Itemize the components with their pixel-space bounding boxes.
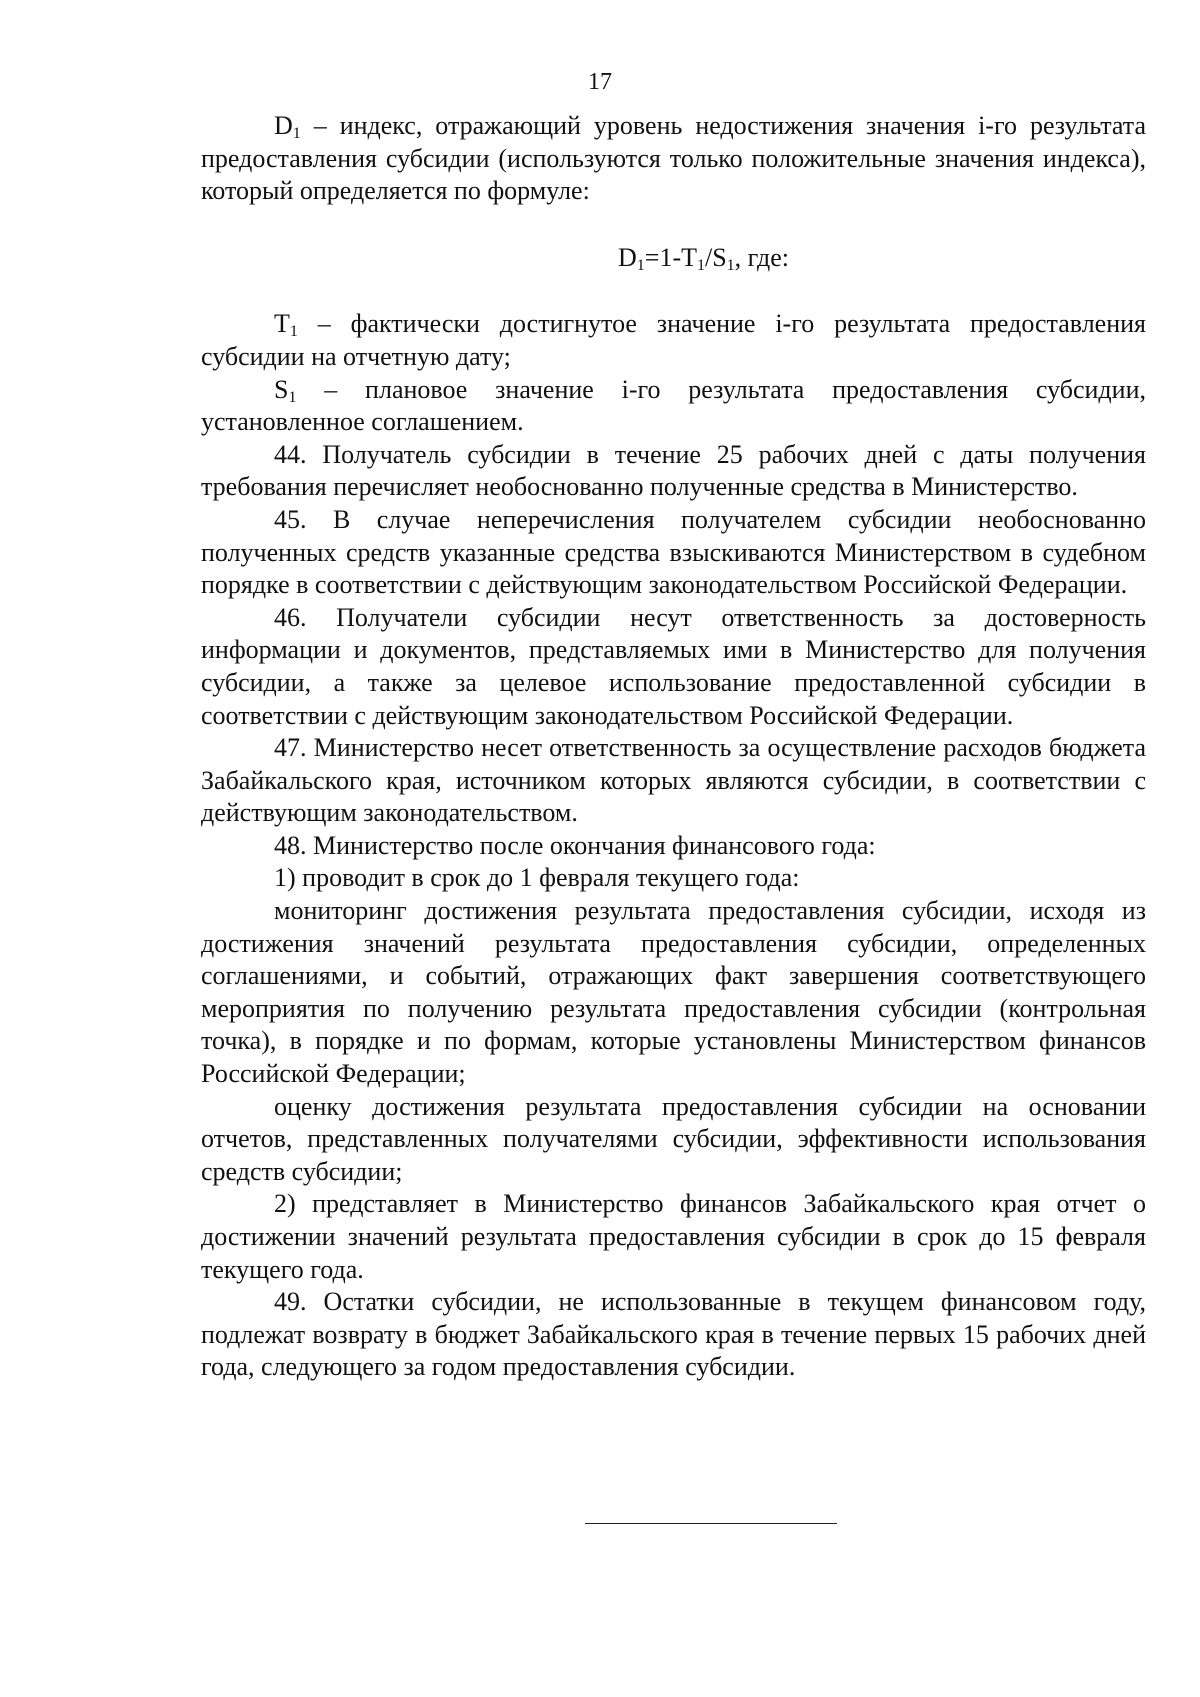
formula-s-subscript: 1 — [726, 256, 735, 274]
definition-s-text: – плановое значение i-го результата предоставления субсидии, установленное соглашением. — [201, 374, 1146, 437]
symbol-t-subscript: 1 — [289, 323, 298, 341]
symbol-d: D — [274, 111, 293, 140]
definition-t-text: – фактически достигнутое значение i-го результата предоставления субсидии на отчетную дату; — [201, 309, 1146, 371]
formula — [201, 208, 1146, 309]
formula-tail: , где: — [734, 242, 790, 272]
paragraph-49: 49. Остатки субсидии, не использованные в текущем финансовом году, подлежат возврату в бюджет Забайкальского края в течение первых 15 рабочих дней года, следующего за годом предоставления субсидии. — [201, 1287, 1146, 1382]
definition-d — [201, 110, 1146, 208]
paragraph-45: 45. В случае неперечисления получателем субсидии необоснованно полученных средств указанные средства взыскиваются Министерством в судебном порядке в соответствии с действующим законодательством Российской Федерации. — [201, 504, 1146, 600]
formula-divide-part: /S — [704, 242, 727, 272]
paragraph-48-item-1: 1) проводит в срок до 1 февраля текущего года: — [274, 863, 800, 893]
paragraph-48-evaluation: оценку достижения результата предоставления субсидии на основании отчетов, представленных получателями субсидии, эффективности использования средств субсидии; — [201, 1091, 1146, 1186]
definition-d-text: – индекс, отражающий уровень недостижения значения i-го результата предоставления субсидии (используются только положительные значения индекса), который определяется по формуле: — [201, 111, 1146, 206]
end-of-document-rule — [585, 1523, 837, 1524]
formula-t-subscript: 1 — [696, 256, 705, 274]
symbol-s-subscript: 1 — [288, 388, 297, 406]
symbol-t: T — [274, 309, 290, 339]
page-number: 17 — [588, 69, 612, 95]
definition-t — [201, 308, 1146, 373]
paragraph-46: 46. Получатели субсидии несут ответственность за достоверность информации и документов, представляемых ими в Министерство для получения субсидии, а также за целевое использование предоставленной субсидии в соответствии с действующим законодательством Российской Федерации. — [201, 602, 1146, 730]
paragraph-48: 48. Министерство после окончания финансового года: — [274, 830, 876, 860]
definition-s — [201, 374, 1146, 439]
paragraph-48-item-2: 2) представляет в Министерство финансов Забайкальского края отчет о достижении значений результата предоставления субсидии в срок до 15 февраля текущего года. — [201, 1189, 1146, 1284]
paragraph-47: 47. Министерство несет ответственность за осуществление расходов бюджета Забайкальского края, источником которых являются субсидии, в соответствии с действующим законодательством. — [201, 733, 1146, 828]
formula-d-subscript: 1 — [636, 256, 645, 274]
document-body — [201, 110, 1146, 1384]
paragraph-48-monitoring: мониторинг достижения результата предоставления субсидии, исходя из достижения значений результата предоставления субсидии, определенных соглашениями, и событий, отражающих факт завершения соответствующего мероприятия по получению результата предоставления субсидии (контрольная точка), в порядке и по формам, которые установлены Министерством финансов Российской Федерации; — [201, 896, 1146, 1089]
formula-d: D — [618, 242, 637, 272]
formula-equals-part: =1-T — [644, 242, 697, 272]
symbol-s: S — [274, 374, 289, 404]
paragraph-44: 44. Получатель субсидии в течение 25 рабочих дней с даты получения требования перечисляет необоснованно полученные средства в Министерство. — [201, 439, 1146, 502]
symbol-d-subscript: 1 — [292, 125, 301, 142]
